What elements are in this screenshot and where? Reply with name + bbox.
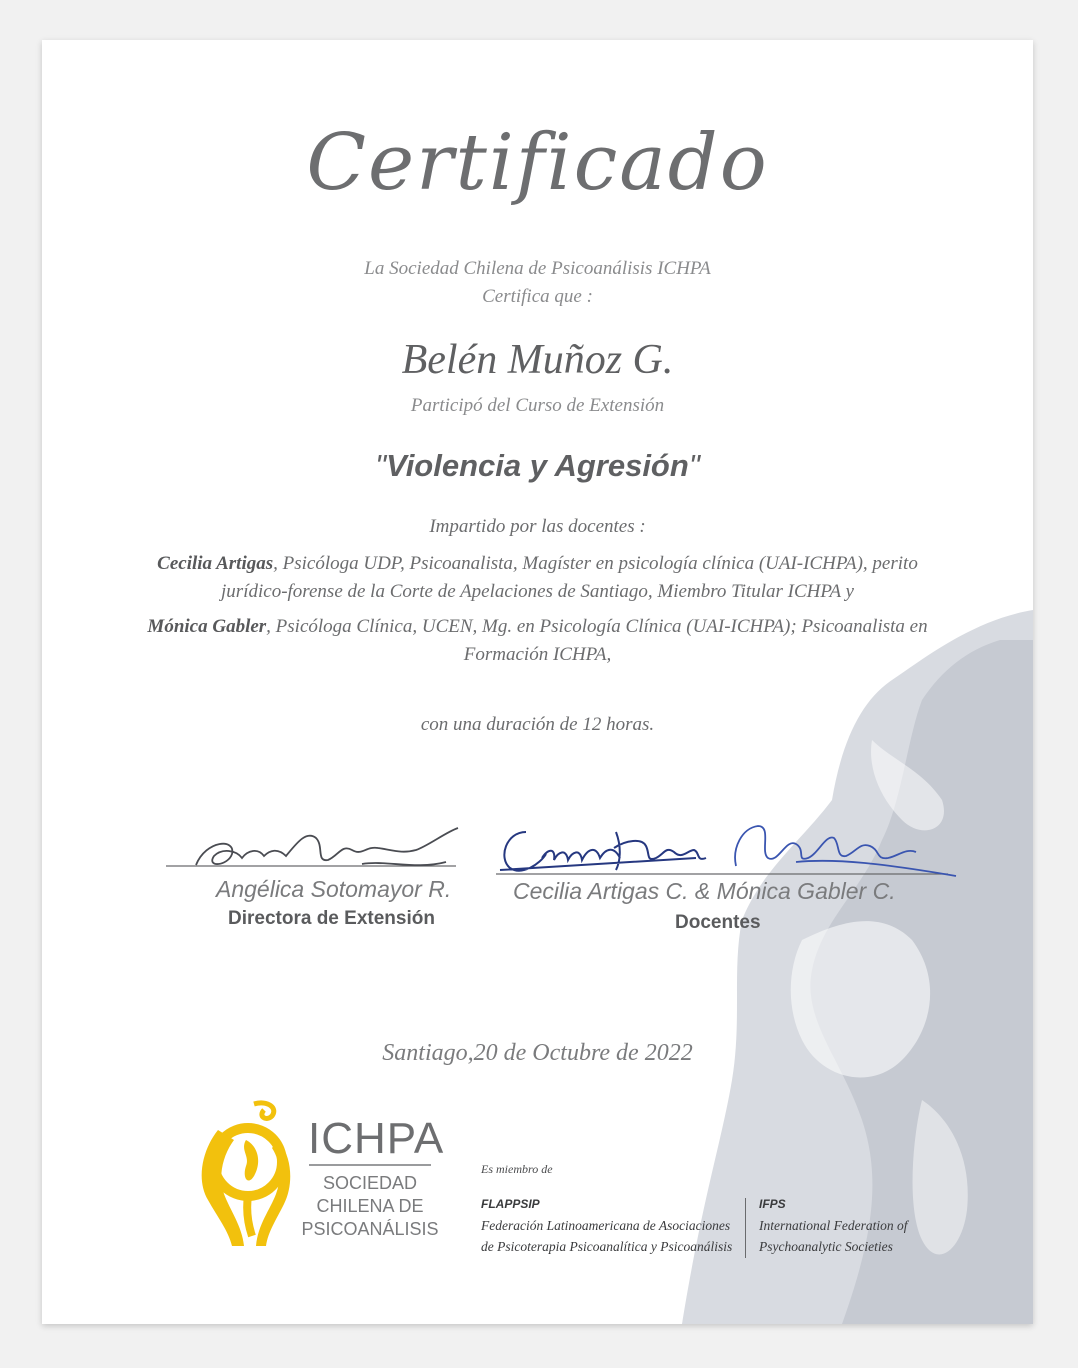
teacher1-paragraph bbox=[142, 550, 933, 606]
teacher2-paragraph bbox=[142, 613, 933, 669]
teacher1-name: Cecilia Artigas bbox=[157, 553, 274, 574]
course-title-line bbox=[42, 448, 1033, 484]
ifps-abbr: IFPS bbox=[759, 1197, 786, 1211]
footer-divider bbox=[745, 1198, 746, 1258]
open-quote: " bbox=[375, 448, 387, 483]
logo-name: ICHPA bbox=[308, 1114, 445, 1163]
flappsip-line-1: Federación Latinoamericana de Asociaciones bbox=[481, 1218, 731, 1233]
flappsip-abbr: FLAPPSIP bbox=[481, 1197, 540, 1211]
teacher1-description: , Psicóloga UDP, Psicoanalista, Magíster en psicología clínica (UAI-ICHPA), perito jurídico-forense de la Corte de Apelaciones de Santiago, Miembro Titular ICHPA y bbox=[221, 553, 918, 602]
director-name: Angélica Sotomayor R. bbox=[216, 876, 452, 902]
close-quote: " bbox=[688, 448, 700, 483]
logo-sub-line-3: PSICOANÁLISIS bbox=[301, 1219, 439, 1239]
taught-by-line: Impartido por las docentes : bbox=[429, 516, 646, 537]
logo-sub-line-2: CHILENA DE bbox=[316, 1196, 424, 1216]
ifps-line-2: Psychoanalytic Societies bbox=[759, 1239, 893, 1254]
duration-line: con una duración de 12 horas. bbox=[420, 714, 655, 735]
course-title: Violencia y Agresión bbox=[386, 448, 689, 483]
teachers-names: Cecilia Artigas C. & Mónica Gabler C. bbox=[513, 878, 896, 904]
ichpa-logo-icon bbox=[188, 1100, 300, 1250]
participation-line: Participó del Curso de Extensión bbox=[410, 395, 665, 416]
member-of-label: Es miembro de bbox=[481, 1162, 553, 1176]
certificate-sheet bbox=[42, 40, 1033, 1324]
logo-sub-line-1: SOCIEDAD bbox=[322, 1173, 418, 1193]
date-line: Santiago,20 de Octubre de 2022 bbox=[382, 1040, 693, 1066]
logo-divider bbox=[309, 1164, 431, 1166]
ifps-line-1: International Federation of bbox=[759, 1218, 908, 1233]
director-role: Directora de Extensión bbox=[228, 908, 435, 929]
teacher2-description: , Psicóloga Clínica, UCEN, Mg. en Psicología Clínica (UAI-ICHPA); Psicoanalista en Formación ICHPA, bbox=[266, 616, 928, 665]
flappsip-line-2: de Psicoterapia Psicoanalítica y Psicoanálisis bbox=[481, 1239, 733, 1254]
certificate-title: Certificado bbox=[306, 118, 769, 208]
teachers-role: Docentes bbox=[675, 912, 761, 933]
ifps-name bbox=[759, 1215, 907, 1257]
logo-subtitle bbox=[300, 1172, 440, 1241]
flappsip-name bbox=[481, 1215, 732, 1257]
teacher2-name: Mónica Gabler bbox=[147, 616, 267, 637]
recipient-name: Belén Muñoz G. bbox=[401, 337, 674, 383]
certifies-line: Certifica que : bbox=[482, 286, 593, 307]
organization-line: La Sociedad Chilena de Psicoanálisis ICHPA bbox=[364, 258, 711, 279]
